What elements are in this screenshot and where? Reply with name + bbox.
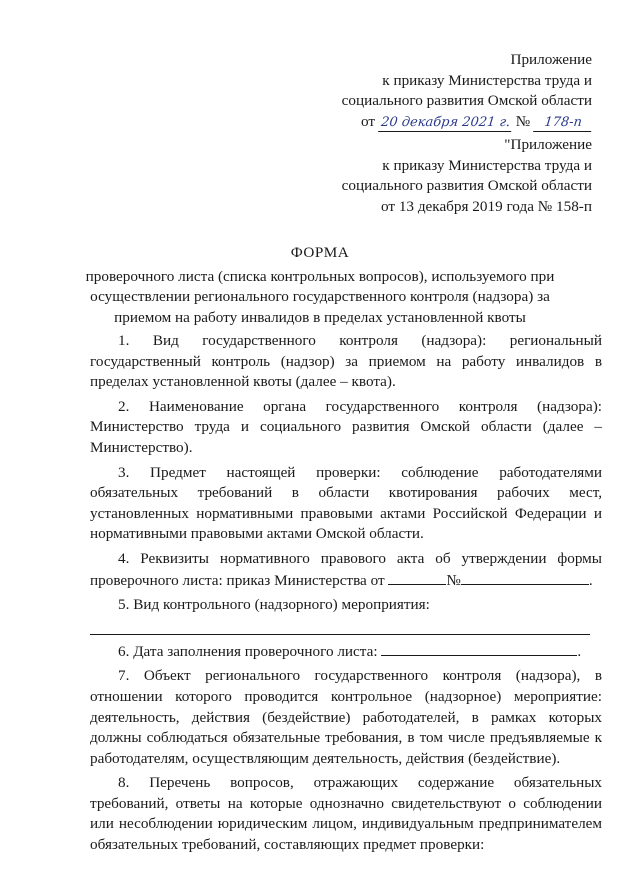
- item-2-line: 2. Наименование органа государственного контроля (надзора):: [118, 397, 602, 415]
- item-7-line: 7. Объект регионального государственного контроля (надзора), в: [118, 667, 602, 685]
- item-4-number-sign: №: [446, 571, 461, 589]
- item-2-line: Министерство труда и социального развития Омской области (далее –: [90, 418, 602, 436]
- handwritten-number: 178-п: [533, 115, 593, 132]
- header-line: социального развития Омской области: [341, 177, 592, 195]
- item-5: [90, 595, 602, 635]
- inspection-type-blank[interactable]: [90, 620, 590, 635]
- item-1-line: 1. Вид государственного контроля (надзора): региональный: [118, 332, 602, 349]
- item-6-text: 6. Дата заполнения проверочного листа:: [118, 642, 378, 660]
- item-1-line: государственный контроль (надзор) за приемом на работу инвалидов в: [90, 352, 602, 370]
- item-4-line-2: [90, 570, 602, 592]
- order-date-blank[interactable]: [388, 570, 446, 585]
- item-7-line: отношении которого проводится контрольное (надзорное) мероприятие:: [90, 687, 602, 705]
- item-6-line: [90, 641, 602, 663]
- item-3-line: нормативными правовыми актами Омской области.: [90, 525, 424, 543]
- form-title-block: [60, 243, 580, 328]
- item-8-line: обязательных требований, составляющих предмет проверки:: [90, 836, 485, 854]
- item-8-line: 8. Перечень вопросов, отражающих содержание обязательных: [118, 774, 602, 792]
- header-line: к приказу Министерства труда и: [382, 71, 592, 89]
- item-2-line: Министерство).: [90, 438, 193, 456]
- approval-header: [342, 50, 592, 132]
- item-1-line: пределах установленной квоты (далее – квота).: [90, 373, 396, 391]
- item-6: [90, 641, 602, 663]
- handwritten-date: 20 декабря 2021 г.: [378, 115, 513, 132]
- item-5-line: 5. Вид контрольного (надзорного) мероприятия:: [118, 596, 430, 614]
- item-8: [90, 773, 602, 855]
- item-7-line: должны соблюдаться обязательные требования, в том числе предъявляемые к: [90, 729, 602, 747]
- order-number-blank[interactable]: [461, 570, 589, 585]
- item-3-line: 3. Предмет настоящей проверки: соблюдение работодателями: [118, 463, 602, 481]
- item-2: [90, 397, 602, 459]
- item-8-line: требований, ответы на которые однозначно свидетельствуют о соблюдении: [90, 794, 602, 812]
- number-sign: №: [515, 112, 531, 130]
- subtitle-line: проверочного листа (списка контрольных вопросов), используемого при: [85, 267, 555, 285]
- header-line: к приказу Министерства труда и: [382, 156, 592, 174]
- fill-date-blank[interactable]: [381, 641, 577, 656]
- item-3-line: установленных нормативными правовыми актами Российской Федерации и: [90, 504, 602, 522]
- subtitle-line: приемом на работу инвалидов в пределах установленной квоты: [114, 308, 526, 326]
- header-line: социального развития Омской области: [341, 92, 592, 110]
- subtitle-line: осуществлении регионального государственного контроля (надзора) за: [90, 288, 550, 306]
- item-4-text: проверочного листа: приказ Министерства от: [90, 571, 385, 589]
- header-line: от 13 декабря 2019 года № 158-п: [381, 197, 592, 215]
- item-4: [90, 549, 602, 591]
- header-line: "Приложение: [504, 136, 592, 153]
- item-7: [90, 666, 602, 769]
- item-4-line: 4. Реквизиты нормативного правового акта об утверждении формы: [118, 549, 602, 567]
- form-title: ФОРМА: [290, 244, 350, 261]
- item-3: [90, 463, 602, 545]
- form-body: [90, 331, 602, 860]
- form-subtitle: [60, 267, 580, 329]
- order-reference: [342, 112, 592, 133]
- header-line: Приложение: [510, 51, 592, 68]
- item-4-period: .: [588, 571, 593, 589]
- item-7-line: деятельность, действия (бездействие) работодателей, в рамках которых: [90, 708, 602, 726]
- item-1: [90, 331, 602, 393]
- original-appendix-header: [342, 135, 592, 217]
- ot-label: от: [361, 112, 376, 130]
- item-7-line: работодателям, осуществляющим деятельность, действия (бездействие).: [90, 749, 561, 767]
- item-3-line: обязательных требований в области квотирования рабочих мест,: [90, 484, 602, 502]
- item-8-line: или несоблюдении юридическим лицом, индивидуальным предпринимателем: [90, 815, 602, 833]
- item-6-period: .: [577, 642, 582, 660]
